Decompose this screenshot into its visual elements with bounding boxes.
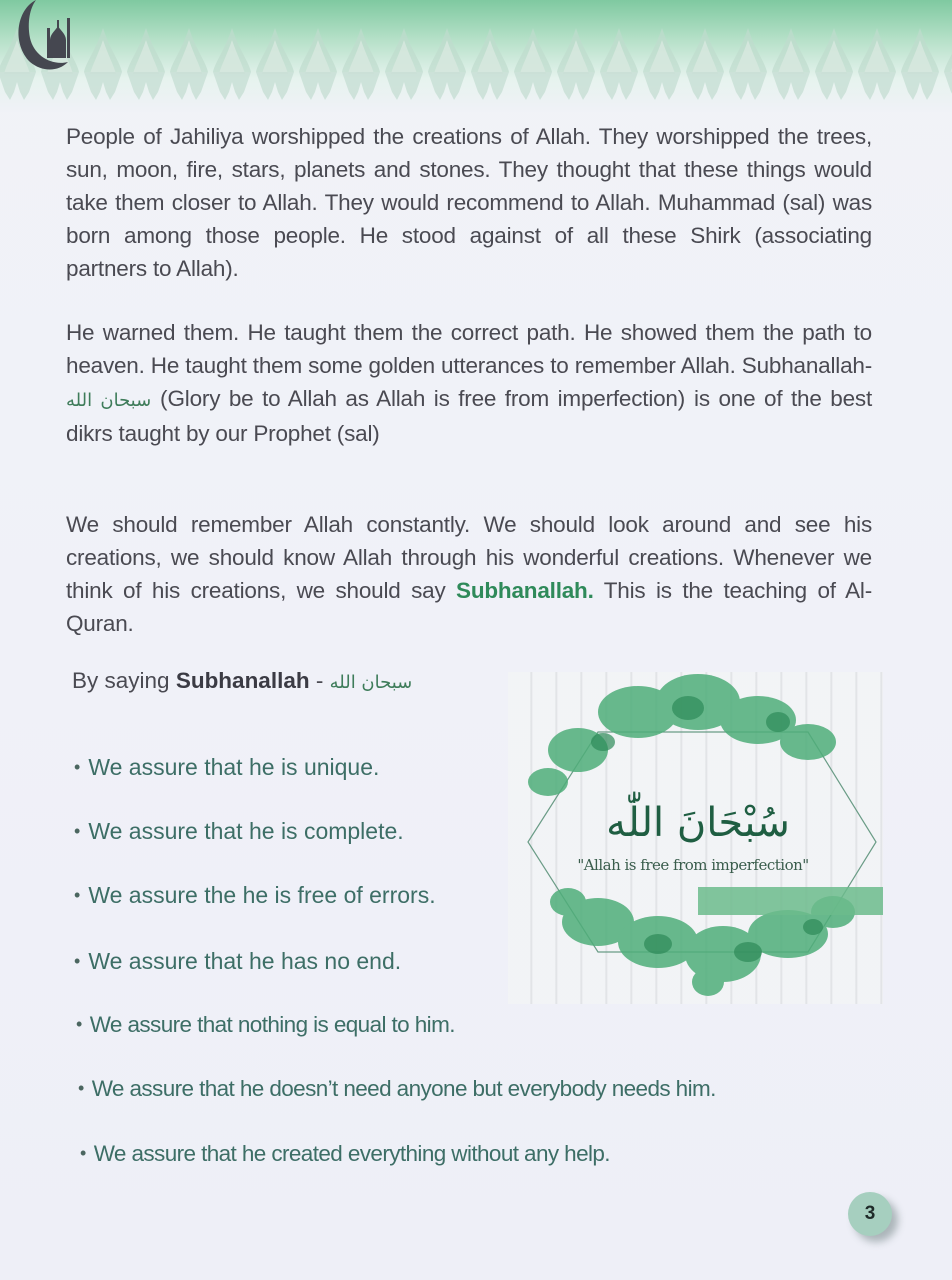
by-saying-bold: Subhanallah	[175, 668, 310, 693]
bullet-icon: •	[74, 757, 81, 777]
bullet-icon: •	[74, 885, 81, 905]
arabic-subhanallah: سبحان الله	[329, 672, 413, 693]
by-saying-heading	[72, 668, 412, 694]
list-item-text: We assure that he doesn’t need anyone but everybody needs him.	[91, 1076, 716, 1101]
list-item-text: We assure that nothing is equal to him.	[89, 1012, 455, 1037]
crescent-mosque-icon	[0, 0, 80, 80]
paragraph-remember-allah	[66, 508, 872, 640]
bullet-icon: •	[76, 1014, 82, 1034]
by-saying-separator: -	[309, 668, 330, 693]
paragraph-text: People of Jahiliya worshipped the creations of Allah. They worshipped the trees, sun, moon, fire, stars, planets and stones. They thought that these things would take them closer to Allah. They would recommend to Allah. Muhammad (sal) was born among those people. He stood against of all these Shirk (associating partners to Allah).	[66, 124, 872, 281]
paragraph-text: He warned them. He taught them the correct path. He showed them the path to heaven. He taught them some golden utterances to remember Allah. Subhanallah-	[66, 320, 872, 378]
card-arabic-title: سُبْحَانَ اللّٰه	[606, 800, 790, 846]
paragraph-text: This is the teaching of Al-Quran.	[66, 578, 873, 636]
list-item	[74, 948, 401, 975]
paragraph-golden-utterances	[66, 316, 872, 450]
list-item	[74, 882, 436, 909]
by-saying-prefix: By saying	[72, 668, 176, 693]
bullet-icon: •	[80, 1143, 86, 1163]
highlight-subhanallah: Subhanallah.	[456, 578, 594, 603]
list-item-text: We assure that he is unique.	[88, 754, 380, 780]
card-caption: "Allah is free from imperfection"	[577, 856, 809, 874]
lace-border-icon	[0, 0, 952, 112]
list-item-text: We assure the he is free of errors.	[88, 882, 436, 908]
list-item-text: We assure that he is complete.	[88, 818, 404, 844]
page-number-badge: 3	[848, 1192, 892, 1236]
paragraph-text: We should remember Allah constantly. We should look around and see his creations, we should know Allah through his wonderful creations. Whenever we think of his creations, we should say	[66, 512, 872, 603]
bullet-icon: •	[78, 1078, 84, 1098]
page-header-decoration	[0, 0, 952, 112]
list-item	[78, 1076, 716, 1102]
list-item-text: We assure that he has no end.	[88, 948, 402, 974]
list-item-text: We assure that he created everything without any help.	[93, 1141, 610, 1166]
list-item	[74, 818, 404, 845]
subhanallah-illustration	[508, 672, 883, 1004]
bullet-icon: •	[74, 821, 81, 841]
list-item	[74, 754, 379, 781]
decorative-band	[698, 887, 883, 915]
list-item	[76, 1012, 455, 1038]
arabic-subhanallah: سبحان الله	[66, 390, 152, 411]
paragraph-text: (Glory be to Allah as Allah is free from imperfection) is one of the best dikrs taught by our Prophet (sal)	[66, 386, 872, 446]
list-item	[80, 1141, 610, 1167]
bullet-icon: •	[74, 951, 81, 971]
paragraph-jahiliya	[66, 120, 872, 285]
